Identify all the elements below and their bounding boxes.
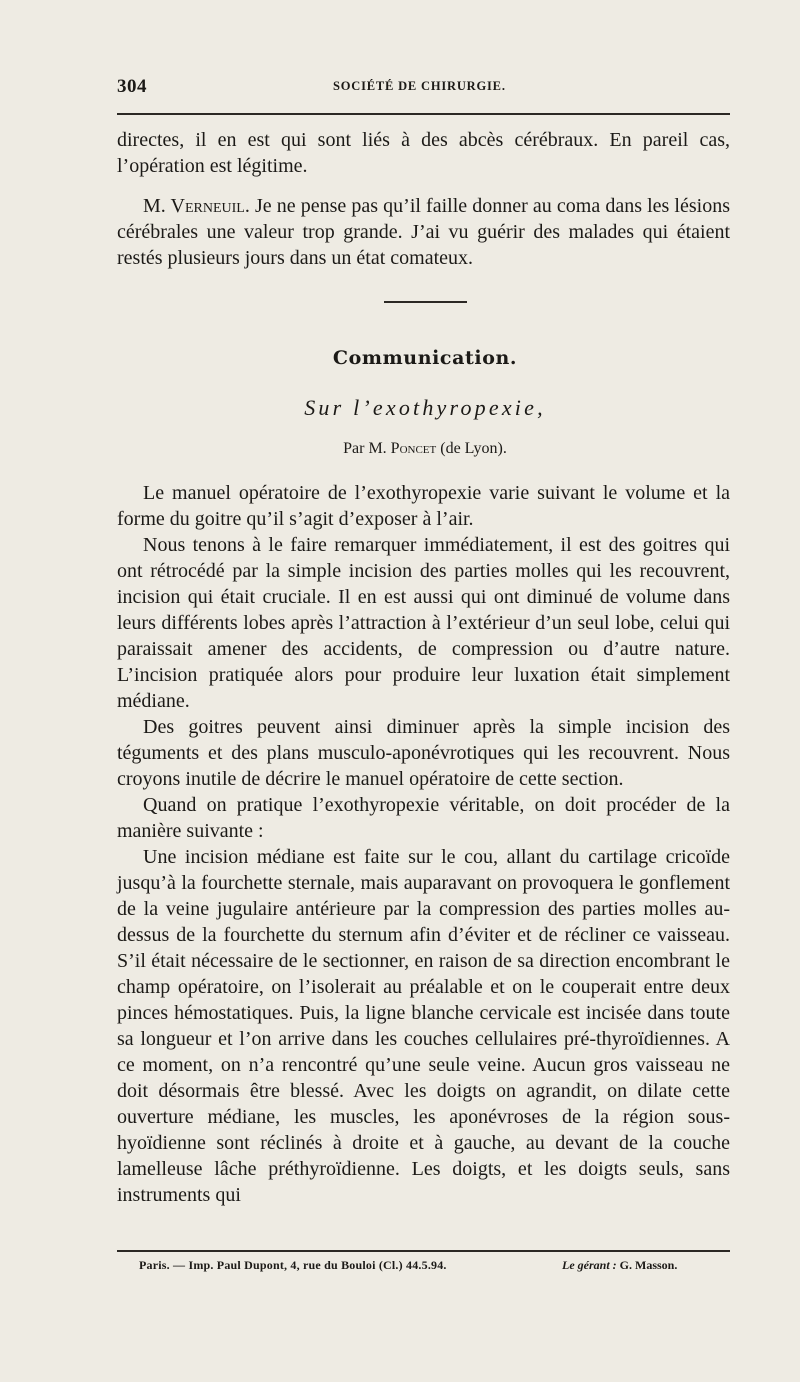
manager-name: G. Masson. <box>616 1258 678 1272</box>
verneuil-paragraph-block <box>117 193 730 271</box>
article-title: Sur l’exothyropexie, <box>304 395 546 420</box>
body-text <box>117 480 730 1208</box>
manager-label: Le gérant : <box>562 1258 617 1272</box>
body-paragraph: Des goitres peuvent ainsi diminuer après la simple incision des téguments et des plans musculo-aponévrotiques qui les recouvrent. Nous croyons inutile de décrire le manuel opératoire de cette section. <box>117 716 730 790</box>
opening-paragraph: directes, il en est qui sont liés à des abcès cérébraux. En pareil cas, l’opération est légitime. <box>117 129 730 177</box>
printer-imprint: Paris. — Imp. Paul Dupont, 4, rue du Bouloi (Cl.) 44.5.94. <box>139 1258 447 1272</box>
byline-suffix: (de Lyon). <box>436 440 507 457</box>
byline <box>0 440 800 458</box>
opening-paragraph-block <box>117 127 730 179</box>
verneuil-paragraph <box>117 193 730 271</box>
header-rule <box>117 113 730 115</box>
body-paragraph: Nous tenons à le faire remarquer immédiatement, il est des goitres qui ont rétrocédé par la simple incision des parties molles qui les recouvrent, incision qui était cruciale. Il en est aussi qui ont diminué de volume dans leurs différents lobes après l’attraction à l’extérieur d’un seul lobe, celui qui paraissait amener des accidents, de compression ou d’autre nature. L’incision pratiquée alors pour produire leur luxation était simplement médiane. <box>117 534 730 712</box>
footer-rule <box>117 1250 730 1252</box>
page-header <box>117 74 730 100</box>
author-name: Poncet <box>390 440 437 457</box>
page-number: 304 <box>117 76 147 97</box>
running-title: SOCIÉTÉ DE CHIRURGIE. <box>333 79 506 93</box>
verneuil-text: Je ne pense pas qu’il faille donner au coma dans les lésions cérébrales une valeur trop grande. J’ai vu guérir des malades qui étaient restés plusieurs jours dans un état comateux. <box>117 195 730 269</box>
manager-line <box>562 1258 677 1273</box>
body-paragraph: Le manuel opératoire de l’exothyropexie varie suivant le volume et la forme du goitre qu’il s’agit d’exposer à l’air. <box>117 482 730 530</box>
body-paragraph: Quand on pratique l’exothyropexie véritable, on doit procéder de la manière suivante : <box>117 794 730 842</box>
byline-prefix: Par M. <box>343 440 391 457</box>
body-paragraph: Une incision médiane est faite sur le cou, allant du cartilage cricoïde jusqu’à la fourchette sternale, mais auparavant on provoquera le gonflement de la veine jugulaire antérieure par la compression des parties molles au-dessus de la fourchette du sternum afin d’éviter et de récliner ce vaisseau. S’il était nécessaire de le sectionner, en raison de sa direction encombrant le champ opératoire, on l’isolerait au préalable et on le couperait entre deux pinces hémostatiques. Puis, la ligne blanche cervicale est incisée dans toute sa longueur et l’on arrive dans les couches cellulaires pré-thyroïdiennes. A ce moment, on n’a rencontré qu’une seule veine. Aucun gros vaisseau ne doit désormais être blessé. Avec les doigts on agrandit, on dilate cette ouverture médiane, les muscles, les aponévroses de la région sous-hyoïdienne sont réclinés à droite et à gauche, au devant de la couche lamelleuse lâche préthyroïdienne. Les doigts, et les doigts seuls, sans instruments qui <box>117 846 730 1206</box>
section-heading: Communication. <box>332 347 518 369</box>
section-divider <box>384 301 467 303</box>
speaker-name: M. Verneuil. <box>143 195 250 217</box>
